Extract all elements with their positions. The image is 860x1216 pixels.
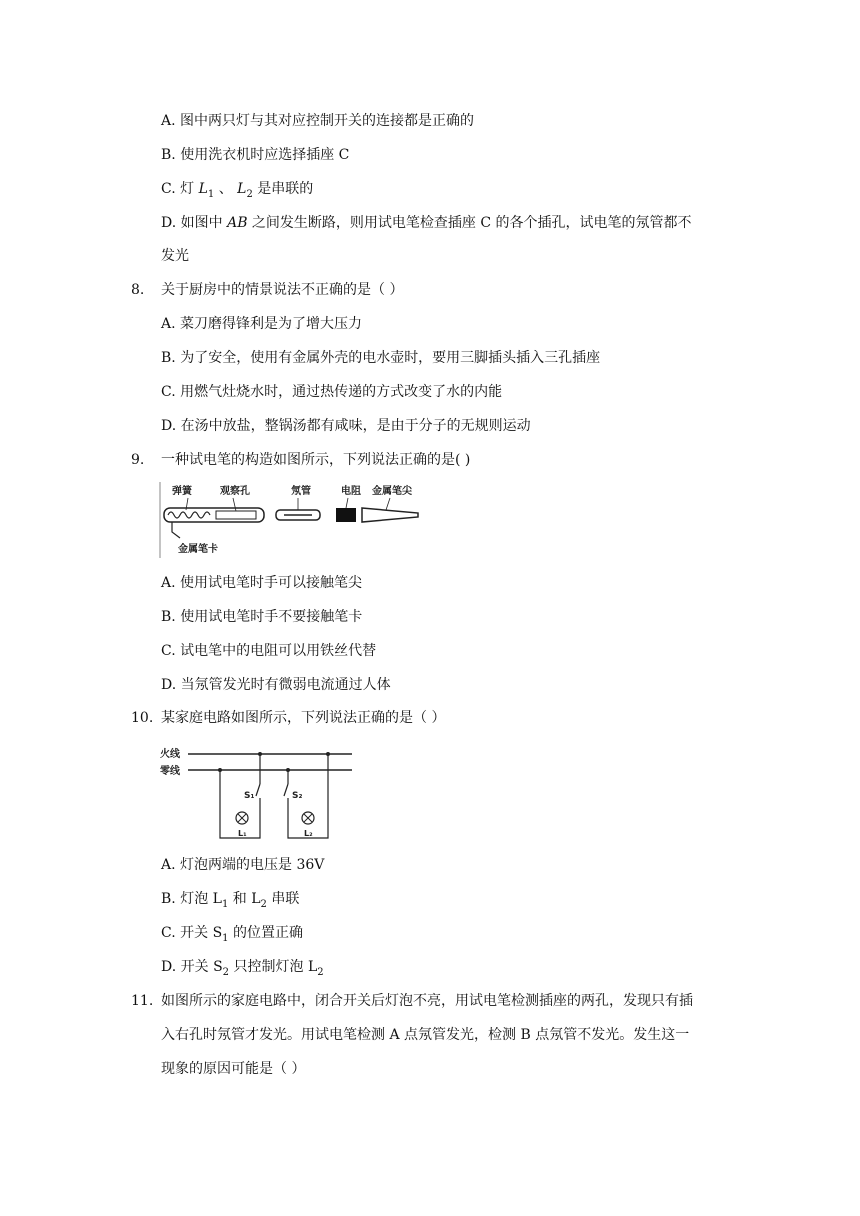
label-live-wire: 火线 — [160, 749, 180, 760]
label-window: 观察孔 — [220, 486, 250, 497]
q7-option-b: B. 使用洗衣机时应选择插座 C — [161, 147, 350, 163]
q7-c-suffix: 是串联的 — [252, 181, 314, 197]
q10-stem: 某家庭电路如图所示，下列说法正确的是（ ） — [161, 710, 446, 726]
test-pen-figure — [158, 480, 438, 560]
q10-option-b — [161, 889, 299, 915]
label-spring: 弹簧 — [172, 486, 192, 497]
q7-d-ab: AB — [227, 215, 248, 231]
q10-d-b: 只控制灯泡 L — [229, 959, 318, 975]
switch-s2 — [284, 784, 288, 796]
label-l1: L₁ — [238, 829, 247, 838]
q8-option-b: B. 为了安全，使用有金属外壳的电水壶时，要用三脚插头插入三孔插座 — [161, 350, 601, 366]
q11-stem-line3: 现象的原因可能是（ ） — [161, 1061, 306, 1077]
q10-d-sub2: 2 — [317, 966, 324, 978]
label-l2: L₂ — [304, 829, 313, 838]
q10-option-d — [161, 957, 324, 983]
q7-d-prefix: D. 如图中 — [161, 215, 228, 231]
q10-b-sub2: 2 — [260, 898, 267, 910]
observation-window — [216, 511, 256, 519]
q10-b-b: 和 L — [228, 891, 261, 907]
q10-d-a: D. 开关 S — [161, 959, 223, 975]
q10-b-sub1: 1 — [221, 898, 229, 910]
q7-option-c — [161, 179, 313, 205]
q10-c-b: 的位置正确 — [228, 925, 303, 941]
label-s2: S₂ — [292, 791, 303, 801]
metal-clip — [172, 522, 180, 538]
q7-c-l2: L — [237, 181, 247, 197]
q8-number: 8. — [131, 282, 145, 298]
label-neutral-wire: 零线 — [160, 766, 180, 777]
q7-option-d-cont: 发光 — [161, 248, 189, 264]
resistor-block — [336, 508, 356, 522]
q9-option-b: B. 使用试电笔时手不要接触笔卡 — [161, 609, 363, 625]
metal-tip — [362, 508, 418, 522]
q10-option-a: A. 灯泡两端的电压是 36V — [161, 857, 325, 873]
q7-c-sub1: 1 — [207, 188, 215, 200]
q10-d-sub1: 2 — [222, 966, 230, 978]
q8-option-c: C. 用燃气灶烧水时，通过热传递的方式改变了水的内能 — [161, 384, 503, 400]
q7-c-sub2: 2 — [246, 188, 253, 200]
q9-option-c: C. 试电笔中的电阻可以用铁丝代替 — [161, 643, 377, 659]
q7-d-rest: 之间发生断路，则用试电笔检查插座 C 的各个插孔，试电笔的氖管都不 — [247, 215, 692, 231]
q8-option-d: D. 在汤中放盐，整锅汤都有咸味，是由于分子的无规则运动 — [161, 418, 531, 434]
label-s1: S₁ — [244, 791, 255, 801]
q10-c-sub1: 1 — [222, 932, 229, 944]
q7-option-d — [161, 213, 692, 233]
q9-option-d: D. 当氖管发光时有微弱电流通过人体 — [161, 677, 391, 693]
q8-option-a: A. 菜刀磨得锋利是为了增大压力 — [161, 316, 363, 332]
q11-stem-line2: 入右孔时氖管才发光。用试电笔检测 A 点氖管发光，检测 B 点氖管不发光。发生这一 — [161, 1027, 690, 1043]
spring-coil — [168, 512, 210, 518]
q9-option-a: A. 使用试电笔时手可以接触笔尖 — [161, 575, 363, 591]
q7-c-prefix: C. 灯 — [161, 181, 199, 197]
q11-number: 11. — [131, 993, 154, 1009]
q9-number: 9. — [131, 452, 145, 468]
household-circuit-figure — [160, 742, 360, 842]
switch-s1 — [256, 784, 260, 796]
label-neon: 氖管 — [291, 486, 311, 497]
q7-c-sep: 、 — [214, 181, 238, 197]
q10-b-a: B. 灯泡 L — [161, 891, 222, 907]
label-clip: 金属笔卡 — [178, 544, 218, 555]
label-tip: 金属笔尖 — [372, 486, 412, 497]
q10-b-c: 串联 — [266, 891, 300, 907]
label-resistor: 电阻 — [341, 486, 361, 497]
q7-option-a: A. 图中两只灯与其对应控制开关的连接都是正确的 — [161, 113, 475, 129]
q10-option-c — [161, 923, 303, 949]
q7-c-l1: L — [198, 181, 208, 197]
q9-stem: 一种试电笔的构造如图所示，下列说法正确的是( ) — [161, 452, 471, 468]
q10-number: 10. — [131, 710, 154, 726]
q8-stem: 关于厨房中的情景说法不正确的是（ ） — [161, 282, 404, 298]
q10-c-a: C. 开关 S — [161, 925, 223, 941]
q11-stem-line1: 如图所示的家庭电路中，闭合开关后灯泡不亮，用试电笔检测插座的两孔，发现只有插 — [161, 993, 693, 1009]
